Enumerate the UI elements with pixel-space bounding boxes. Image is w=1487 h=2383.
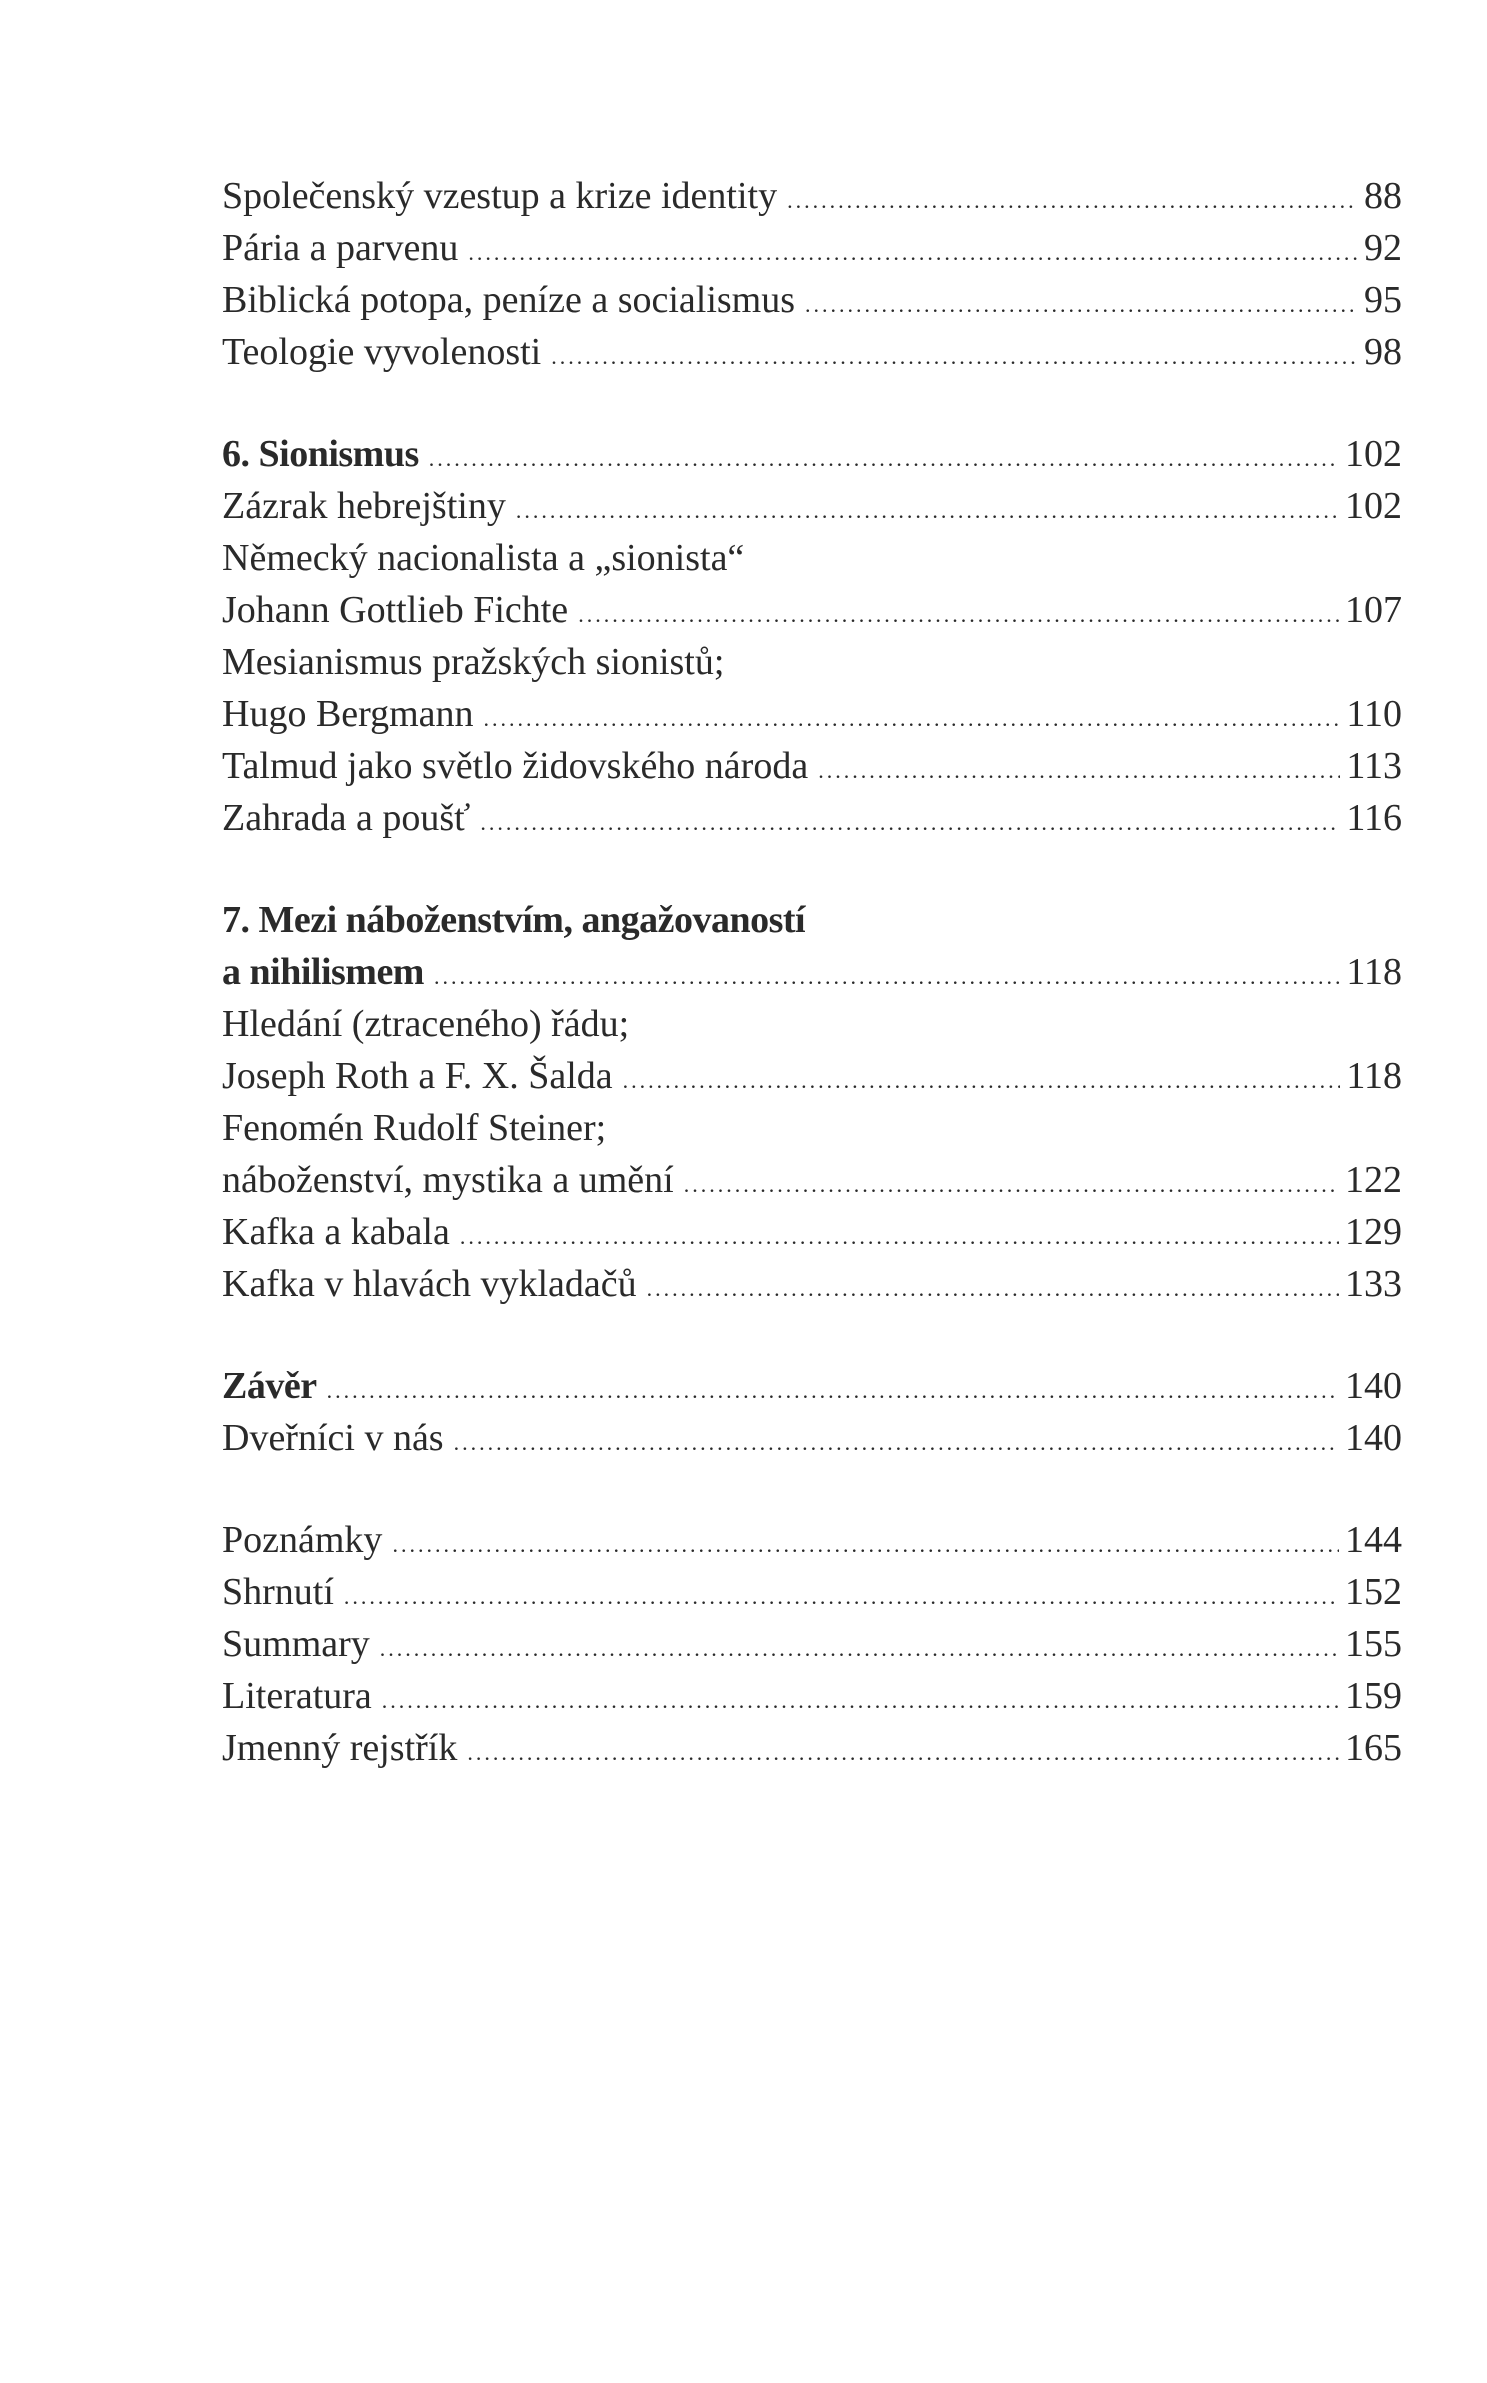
toc-entry-title: Literatura (222, 1675, 372, 1717)
dot-leader (429, 433, 1339, 485)
toc-entry (222, 1050, 1402, 1102)
toc-entry (222, 792, 1402, 844)
toc-entry-title: Summary (222, 1623, 370, 1665)
toc-entry-title-line (222, 1102, 1402, 1154)
toc-page-number: 95 (1364, 279, 1402, 321)
toc-page-number: 116 (1346, 797, 1402, 839)
section-gap (222, 1310, 1402, 1360)
toc-entry-title-line (222, 532, 1402, 584)
toc-page-number: 102 (1345, 433, 1402, 475)
toc-entry (222, 740, 1402, 792)
dot-leader (647, 1263, 1339, 1315)
toc-page-number: 107 (1345, 589, 1402, 631)
dot-leader (327, 1365, 1339, 1417)
toc-entry (222, 326, 1402, 378)
toc-entry-title: Shrnutí (222, 1571, 334, 1613)
dot-leader (578, 589, 1339, 641)
toc-page-number: 144 (1345, 1519, 1402, 1561)
toc-entry (222, 480, 1402, 532)
toc-entry (222, 222, 1402, 274)
toc-entry-title: Biblická potopa, peníze a socialismus (222, 279, 796, 321)
dot-leader (468, 227, 1358, 279)
toc-entry (222, 1514, 1402, 1566)
toc-entry-title: Kafka v hlavách vykladačů (222, 1263, 637, 1305)
toc-entry (222, 688, 1402, 740)
toc-page-number: 98 (1364, 331, 1402, 373)
toc-entry (222, 428, 1402, 480)
toc-entry (222, 170, 1402, 222)
dot-leader (454, 1417, 1339, 1469)
toc-entry-title: Joseph Roth a F. X. Šalda (222, 1055, 613, 1097)
dot-leader (380, 1623, 1339, 1675)
toc-entry-title: Hugo Bergmann (222, 693, 474, 735)
toc-chapter-title: 7. Mezi náboženstvím, angažovaností (222, 899, 806, 941)
toc-entry-title: Jmenný rejstřík (222, 1727, 458, 1769)
dot-leader (805, 279, 1358, 331)
toc-page-number: 110 (1346, 693, 1402, 735)
section-gap (222, 844, 1402, 894)
toc-entry (222, 1412, 1402, 1464)
toc-entry-title: Hledání (ztraceného) řádu; (222, 1003, 630, 1045)
toc-page-number: 122 (1345, 1159, 1402, 1201)
toc-page-number: 113 (1346, 745, 1402, 787)
toc-chapter-title: a nihilismem (222, 951, 424, 993)
toc-entry (222, 946, 1402, 998)
dot-leader (344, 1571, 1339, 1623)
toc-page-number: 165 (1345, 1727, 1402, 1769)
toc-page-number: 118 (1346, 951, 1402, 993)
toc-entry-title: náboženství, mystika a umění (222, 1159, 674, 1201)
toc-entry-title: Mesianismus pražských sionistů; (222, 641, 725, 683)
dot-leader (818, 745, 1340, 797)
toc-page-number: 92 (1364, 227, 1402, 269)
toc-page-number: 159 (1345, 1675, 1402, 1717)
toc-page-number: 129 (1345, 1211, 1402, 1253)
section-gap (222, 378, 1402, 428)
dot-leader (434, 951, 1340, 1003)
dot-leader (467, 1727, 1339, 1779)
dot-leader (460, 1211, 1339, 1263)
toc-page-number: 88 (1364, 175, 1402, 217)
toc-entry (222, 1258, 1402, 1310)
toc-entry-title: Fenomén Rudolf Steiner; (222, 1107, 607, 1149)
toc-entry (222, 1670, 1402, 1722)
toc-chapter-title: 6. Sionismus (222, 433, 419, 475)
toc-entry-title: Poznámky (222, 1519, 383, 1561)
toc-page-number: 155 (1345, 1623, 1402, 1665)
dot-leader (516, 485, 1339, 537)
toc-entry (222, 1206, 1402, 1258)
toc-entry-title: Německý nacionalista a „sionista“ (222, 537, 745, 579)
dot-leader (787, 175, 1358, 227)
toc-entry (222, 1618, 1402, 1670)
dot-leader (392, 1519, 1339, 1571)
toc-entry (222, 1566, 1402, 1618)
toc-entry-title: Kafka a kabala (222, 1211, 450, 1253)
dot-leader (551, 331, 1358, 383)
toc-page-number: 118 (1346, 1055, 1402, 1097)
toc-entry-title-line (222, 636, 1402, 688)
toc-entry-title-line (222, 998, 1402, 1050)
toc-entry-title: Johann Gottlieb Fichte (222, 589, 569, 631)
dot-leader (623, 1055, 1341, 1107)
toc-page-number: 140 (1345, 1365, 1402, 1407)
dot-leader (684, 1159, 1339, 1211)
toc-entry-title: Teologie vyvolenosti (222, 331, 542, 373)
toc-entry-title: Zahrada a poušť (222, 797, 471, 839)
dot-leader (480, 797, 1340, 849)
toc-page-number: 140 (1345, 1417, 1402, 1459)
toc-entry-title-line (222, 894, 1402, 946)
toc-entry (222, 274, 1402, 326)
toc-entry (222, 584, 1402, 636)
section-gap (222, 1464, 1402, 1514)
dot-leader (484, 693, 1341, 745)
toc-page-number: 102 (1345, 485, 1402, 527)
toc-entry-title: Talmud jako světlo židovského národa (222, 745, 809, 787)
toc-entry (222, 1154, 1402, 1206)
toc-entry-title: Dveřníci v nás (222, 1417, 444, 1459)
dot-leader (382, 1675, 1339, 1727)
toc-chapter-title: Závěr (222, 1365, 317, 1407)
toc-entry-title: Zázrak hebrejštiny (222, 485, 506, 527)
toc-entry (222, 1722, 1402, 1774)
toc-entry-title: Pária a parvenu (222, 227, 459, 269)
toc-page-number: 133 (1345, 1263, 1402, 1305)
table-of-contents (222, 170, 1402, 1774)
toc-entry (222, 1360, 1402, 1412)
toc-entry-title: Společenský vzestup a krize identity (222, 175, 778, 217)
toc-page-number: 152 (1345, 1571, 1402, 1613)
